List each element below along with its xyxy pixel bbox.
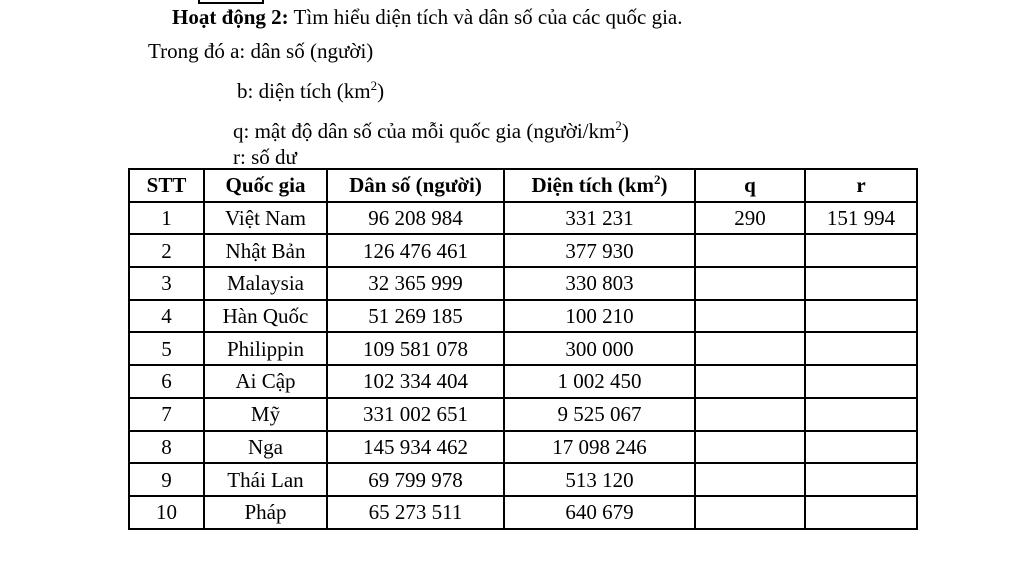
definition-q-prefix: q: mật độ dân số của mỗi quốc gia (người/km [233, 119, 616, 143]
cell-area: 9 525 067 [504, 398, 695, 431]
cell-q [695, 496, 805, 529]
cell-country: Ai Cập [204, 365, 327, 398]
cell-population: 102 334 404 [327, 365, 504, 398]
cell-country: Malaysia [204, 267, 327, 300]
cell-r [805, 365, 917, 398]
cell-stt: 5 [129, 332, 204, 365]
country-data-table [128, 168, 918, 530]
table-row [129, 267, 917, 300]
cell-area: 1 002 450 [504, 365, 695, 398]
table-row [129, 332, 917, 365]
cell-stt: 4 [129, 300, 204, 333]
definition-a: Trong đó a: dân số (người) [148, 39, 374, 63]
cell-q [695, 234, 805, 267]
header-population: Dân số (người) [327, 169, 504, 202]
cell-population: 69 799 978 [327, 463, 504, 496]
cell-r [805, 234, 917, 267]
cell-population: 126 476 461 [327, 234, 504, 267]
cell-population: 109 581 078 [327, 332, 504, 365]
cell-area: 330 803 [504, 267, 695, 300]
header-country: Quốc gia [204, 169, 327, 202]
cell-r [805, 463, 917, 496]
definition-q [233, 119, 629, 143]
cell-stt: 2 [129, 234, 204, 267]
cell-area: 377 930 [504, 234, 695, 267]
cell-q [695, 365, 805, 398]
cell-q [695, 267, 805, 300]
cell-population: 32 365 999 [327, 267, 504, 300]
top-decorative-box [198, 0, 264, 4]
definition-q-superscript: 2 [615, 118, 622, 133]
definition-b-suffix: ) [377, 79, 385, 103]
table-row [129, 202, 917, 235]
table-row [129, 234, 917, 267]
cell-population: 331 002 651 [327, 398, 504, 431]
cell-country: Pháp [204, 496, 327, 529]
cell-country: Việt Nam [204, 202, 327, 235]
cell-population: 51 269 185 [327, 300, 504, 333]
cell-q [695, 332, 805, 365]
activity-title: Hoạt động 2: [172, 5, 289, 29]
cell-country: Nga [204, 431, 327, 464]
header-q: q [695, 169, 805, 202]
cell-area: 300 000 [504, 332, 695, 365]
cell-stt: 1 [129, 202, 204, 235]
cell-q: 290 [695, 202, 805, 235]
definition-b-prefix: b: diện tích (km [237, 79, 371, 103]
cell-r [805, 332, 917, 365]
header-stt: STT [129, 169, 204, 202]
cell-r [805, 300, 917, 333]
cell-population: 96 208 984 [327, 202, 504, 235]
cell-country: Thái Lan [204, 463, 327, 496]
cell-area: 331 231 [504, 202, 695, 235]
cell-country: Nhật Bản [204, 234, 327, 267]
cell-area: 640 679 [504, 496, 695, 529]
cell-stt: 7 [129, 398, 204, 431]
cell-stt: 3 [129, 267, 204, 300]
cell-country: Mỹ [204, 398, 327, 431]
cell-country: Philippin [204, 332, 327, 365]
activity-text: Tìm hiểu diện tích và dân số của các quốc gia. [288, 5, 683, 29]
table-header-row [129, 169, 917, 202]
cell-r [805, 398, 917, 431]
cell-area: 17 098 246 [504, 431, 695, 464]
cell-q [695, 398, 805, 431]
cell-stt: 10 [129, 496, 204, 529]
cell-stt: 6 [129, 365, 204, 398]
table-row [129, 463, 917, 496]
cell-area: 100 210 [504, 300, 695, 333]
cell-country: Hàn Quốc [204, 300, 327, 333]
table-row [129, 496, 917, 529]
definition-q-suffix: ) [621, 119, 629, 143]
cell-q [695, 431, 805, 464]
header-area [504, 169, 695, 202]
header-area-suffix: ) [660, 173, 668, 198]
cell-r [805, 267, 917, 300]
cell-stt: 9 [129, 463, 204, 496]
cell-q [695, 463, 805, 496]
table-row [129, 300, 917, 333]
cell-population: 65 273 511 [327, 496, 504, 529]
cell-r [805, 496, 917, 529]
cell-r: 151 994 [805, 202, 917, 235]
header-r: r [805, 169, 917, 202]
activity-heading [172, 5, 683, 29]
definition-b [237, 79, 384, 103]
header-area-prefix: Diện tích (km [531, 173, 654, 198]
cell-r [805, 431, 917, 464]
definition-r: r: số dư [233, 145, 297, 169]
table-row [129, 365, 917, 398]
cell-stt: 8 [129, 431, 204, 464]
cell-population: 145 934 462 [327, 431, 504, 464]
definition-b-superscript: 2 [370, 78, 378, 93]
cell-area: 513 120 [504, 463, 695, 496]
table-row [129, 398, 917, 431]
cell-q [695, 300, 805, 333]
header-area-superscript: 2 [654, 172, 661, 188]
table-row [129, 431, 917, 464]
